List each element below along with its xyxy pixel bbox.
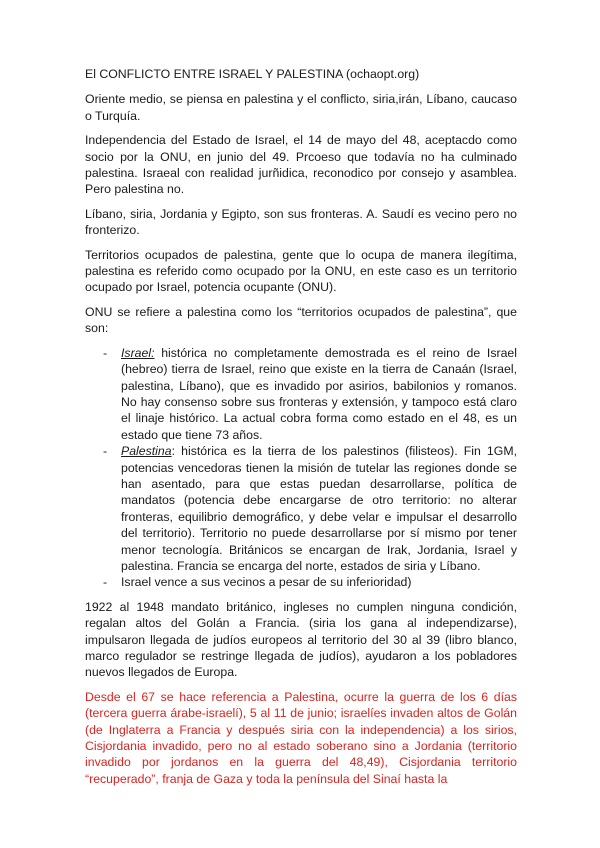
paragraph-guerra-seis-dias: Desde el 67 se hace referencia a Palestina, ocurre la guerra de los 6 días (tercera guerra árabe-israelí), 5 al 11 de junio; israelíes invaden altos de Golán (de Inglaterra a Francia y después siria con la independencia) a los sirios, Cisjordania invadido, pero no al estado soberano sino a Jordania (territorio invadido por jordanos en la guerra del 48,49), Cisjordania territorio “recuperado”, franja de Gaza y toda la península del Sinaí hasta la [85,689,517,786]
term-palestina: Palestina [121,444,172,459]
item-text: Israel vence a sus vecinos a pesar de su inferioridad) [121,575,412,590]
list-item-israel-vence [85,574,517,590]
document-title: El CONFLICTO ENTRE ISRAEL Y PALESTINA (ochaopt.org) [85,67,420,81]
paragraph-oriente-medio: Oriente medio, se piensa en palestina y el conflicto, siria,irán, Líbano, caucaso o Turquía. [85,92,517,123]
paragraph-independencia: Independencia del Estado de Israel, el 14 de mayo del 48, aceptacdo como socio por la ONU, en junio del 49. Prcoeso que todavía no ha culminado palestina. Israeal con realidad jurñidica, reconodico por consejo y asamblea. Pero palestina no. [85,133,517,197]
list-bullet: - [103,345,108,360]
paragraph-onu: ONU se refiere a palestina como los “territorios ocupados de palestina”, que son: [85,304,517,336]
item-text: : histórica es la tierra de los palestinos (filisteos). Fin 1GM, potencias vencedoras tienen la misión de tutelar las regiones donde se han asentado, para que estas puedan desarrollarse, política de mandatos (potencia debe encargarse de otro territorio: no alterar fronteras, equilibrio demográfico, y debe velar e impulsar el desarrollo del territorio). Territorio no puede desarrollarse por sí mismo por tener menor tecnología. Británicos se encargan de Irak, Jordania, Israel y palestina. Francia se encarga del norte, estados de siria y Líbano. [121,444,517,573]
paragraph-mandato-britanico: 1922 al 1948 mandato británico, ingleses no cumplen ninguna condición, regalan altos del Golán a Francia. (siria los gana al independizarse), impulsaron llegada de judíos europeos al territorio del 30 al 39 (libro blanco, marco regulador se restringe llegada de judíos), ayudaron a los pobladores nuevos llegados de Europa. [85,599,517,680]
item-text: histórica no completamente demostrada es el reino de Israel (hebreo) tierra de Israel, reino que existe en la tierra de Canaán (Israel, palestina, Líbano), que es invadido por asirios, babilonios y romanos. No hay consenso sobre sus fronteras y extensión, y tampoco está claro el linaje histórico. La actual cobra forma como estado en el 48, es un estado que tiene 73 años. [121,345,517,442]
paragraph-fronteras: Líbano, siria, Jordania y Egipto, son sus fronteras. A. Saudí es vecino pero no fronterizo. [85,206,517,238]
paragraph-territorios-ocupados: Territorios ocupados de palestina, gente que lo ocupa de manera ilegítima, palestina es referido como ocupado por la ONU, en este caso es un territorio ocupado por Israel, potencia ocupante (ONU). [85,247,517,295]
list-bullet: - [103,444,108,459]
list-item-israel [85,345,517,443]
term-israel: Israel: [121,345,155,360]
territories-list [85,345,517,591]
list-bullet: - [103,575,108,590]
list-item-palestina [85,443,517,574]
document-page [85,66,517,795]
